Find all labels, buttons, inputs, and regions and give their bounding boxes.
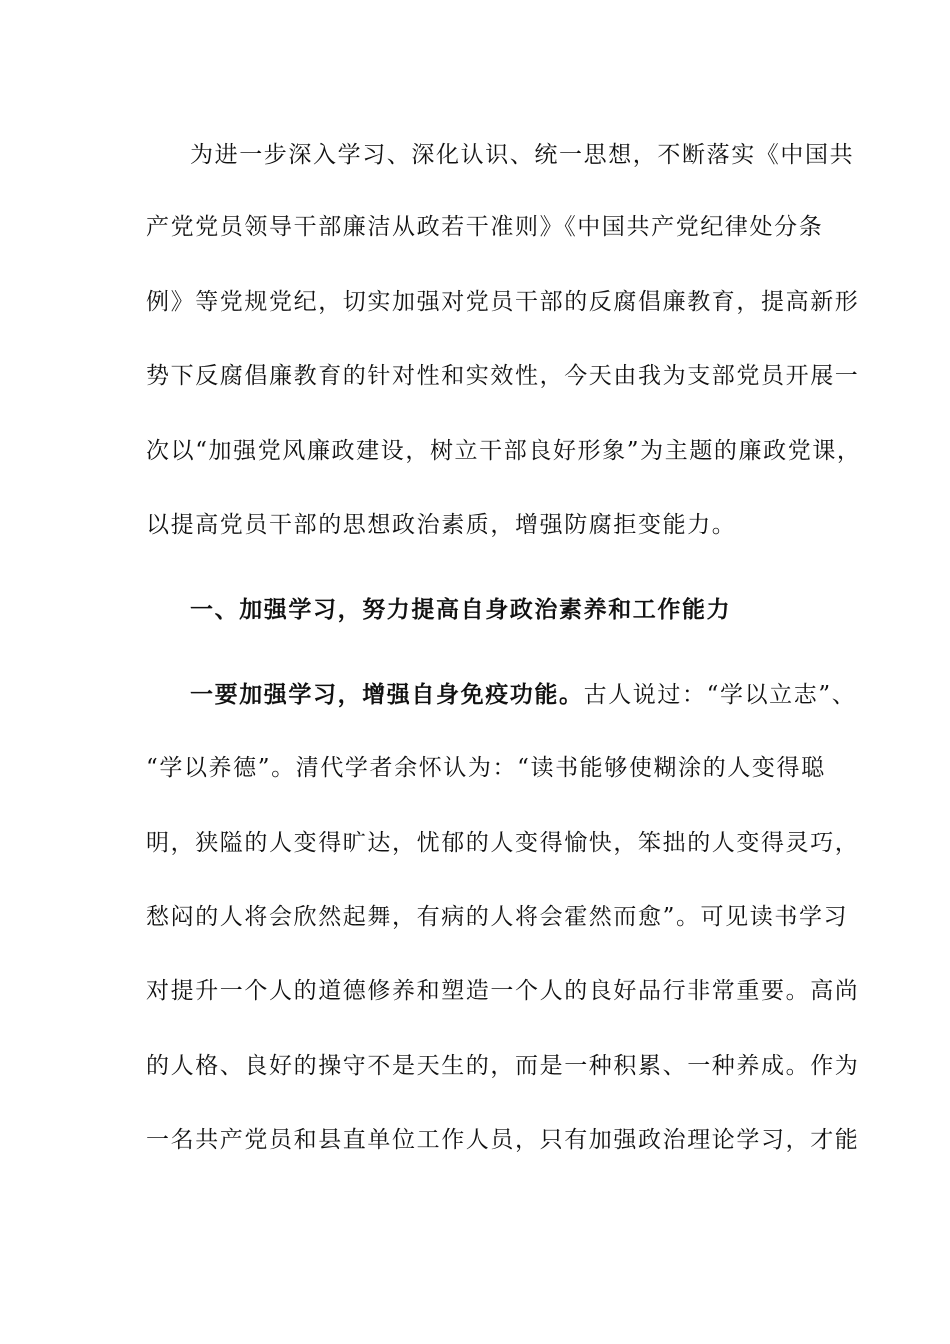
intro-line-2: 产党党员领导干部廉洁从政若干准则》《中国共产党纪律处分条 — [146, 214, 824, 240]
para1-line-3: 明，狭隘的人变得旷达，忧郁的人变得愉快，笨拙的人变得灵巧， — [146, 830, 860, 856]
para1-line-7: 一名共产党员和县直单位工作人员，只有加强政治理论学习，才能 — [146, 1127, 860, 1153]
para1-line-1 — [190, 680, 857, 710]
intro-line-4: 势下反腐倡廉教育的针对性和实效性，今天由我为支部党员开展一 — [146, 363, 860, 389]
para1-line-5: 对提升一个人的道德修养和塑造一个人的良好品行非常重要。高尚 — [146, 978, 860, 1004]
intro-line-3: 例》等党规党纪，切实加强对党员干部的反腐倡廉教育，提高新形 — [146, 289, 860, 315]
para1-line-4: 愁闷的人将会欣然起舞，有病的人将会霍然而愈”。可见读书学习 — [146, 904, 849, 930]
para1-line-2: “学以养德”。清代学者余怀认为：“读书能够使糊涂的人变得聪 — [146, 755, 826, 781]
para1-line-6: 的人格、良好的操守不是天生的，而是一种积累、一种养成。作为 — [146, 1053, 860, 1079]
intro-line-1: 为进一步深入学习、深化认识、统一思想，不断落实《中国共 — [190, 142, 855, 168]
section-heading-1: 一、加强学习，努力提高自身政治素养和工作能力 — [190, 596, 732, 623]
intro-line-6: 以提高党员干部的思想政治素质，增强防腐拒变能力。 — [146, 512, 737, 538]
para1-lead: 一要加强学习，增强自身免疫功能。 — [190, 681, 584, 708]
para1-first-rest: 古人说过：“学以立志”、 — [583, 682, 857, 708]
intro-line-5: 次以“加强党风廉政建设，树立干部良好形象”为主题的廉政党课， — [146, 438, 862, 464]
